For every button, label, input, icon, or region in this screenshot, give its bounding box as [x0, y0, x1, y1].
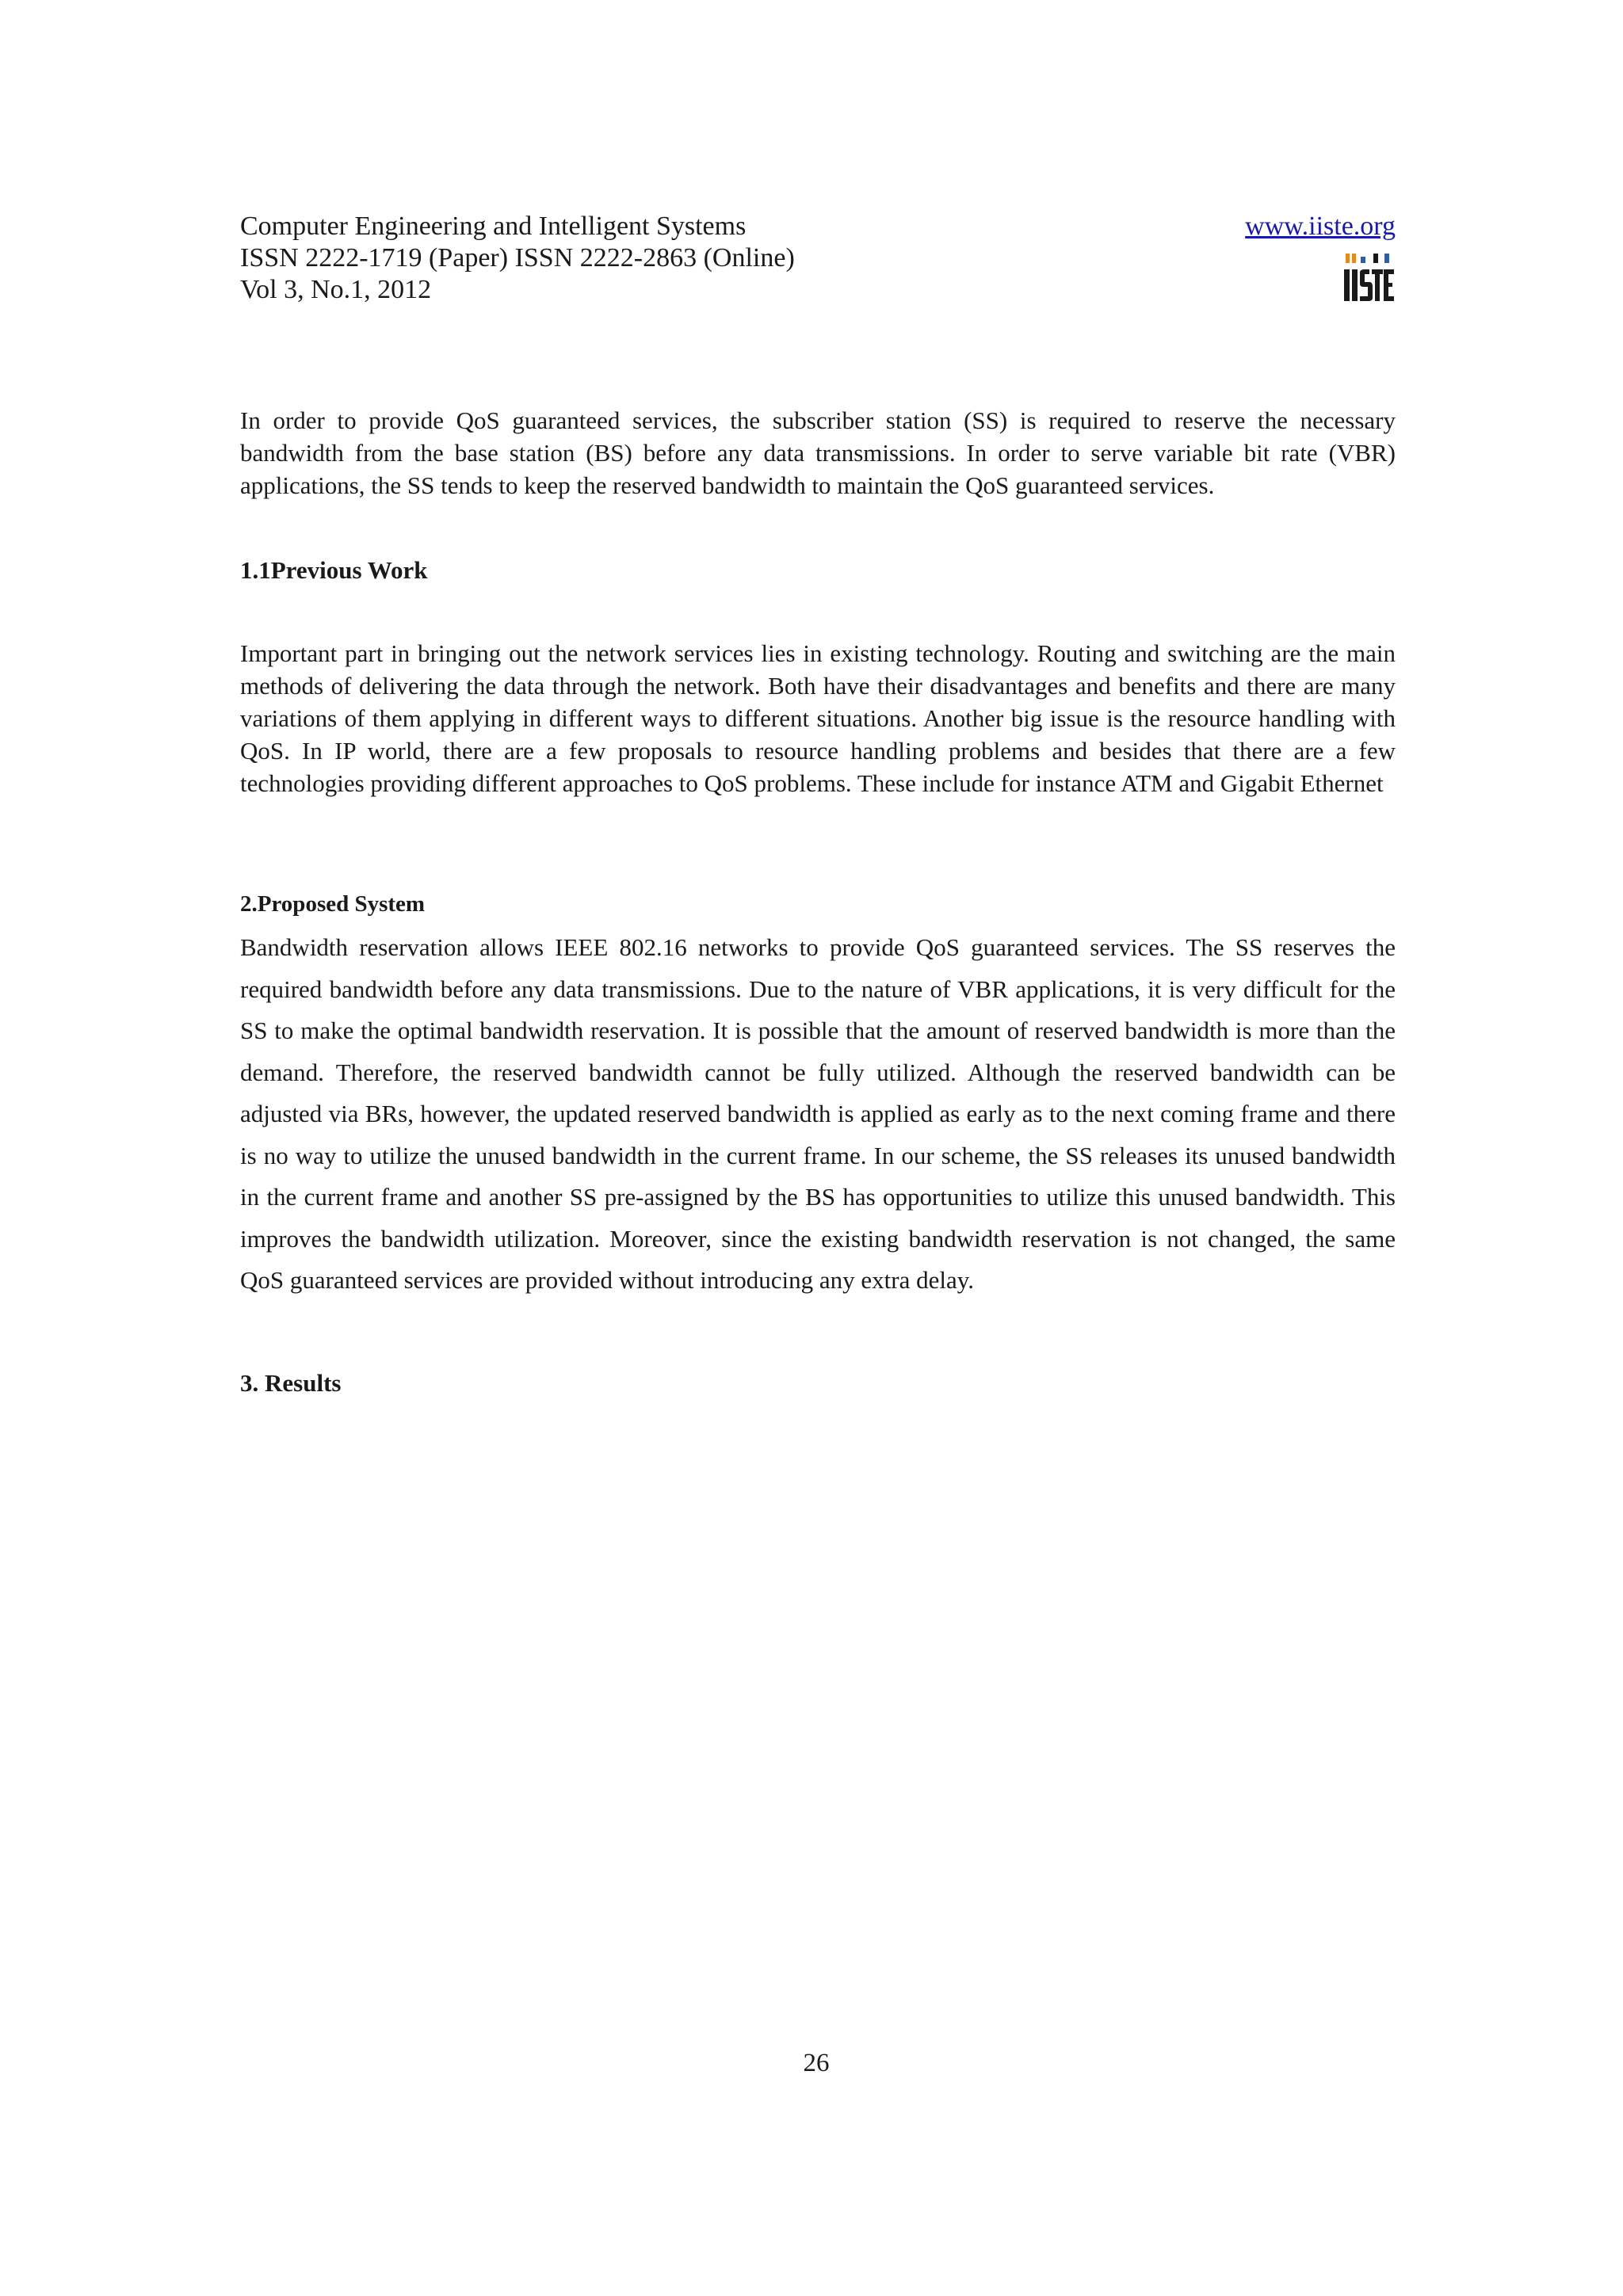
proposed-system-paragraph [240, 927, 1396, 1302]
iiste-logo-icon [1343, 252, 1396, 304]
journal-issn: ISSN 2222-1719 (Paper) ISSN 2222-2863 (Online) [240, 243, 795, 273]
heading-previous-work: 1.1Previous Work [240, 556, 428, 584]
page-number: 26 [803, 2049, 830, 2077]
journal-header-right [1245, 211, 1396, 242]
previous-work-paragraph-text: Important part in bringing out the network services lies in existing technology. Routing and switching are the main methods of delivering the data through the network. Both have their disadvantages and benefits and there are many variations of them applying in different ways to different situations. Another big issue is the resource handling with QoS. In IP world, there are a few proposals to resource handling problems and besides that there are a few technologies providing different approaches to QoS problems. These include for instance ATM and Gigabit Ethernet [240, 639, 1396, 797]
website-link[interactable]: www.iiste.org [1245, 212, 1396, 241]
journal-volume: Vol 3, No.1, 2012 [240, 275, 432, 304]
proposed-system-paragraph-text: Bandwidth reservation allows IEEE 802.16 networks to provide QoS guaranteed services. The SS reserves the required bandwidth before any data transmissions. Due to the nature of VBR applications, it is very difficult for the SS to make the optimal bandwidth reservation. It is possible that the amount of reserved bandwidth is more than the demand. Therefore, the reserved bandwidth cannot be fully utilized. Although the reserved bandwidth can be adjusted via BRs, however, the updated reserved bandwidth is applied as early as to the next coming frame and there is no way to utilize the unused bandwidth in the current frame. In our scheme, the SS releases its unused bandwidth in the current frame and another SS pre-assigned by the BS has opportunities to utilize this unused bandwidth. This improves the bandwidth utilization. Moreover, since the existing bandwidth reservation is not changed, the same QoS guaranteed services are provided without introducing any extra delay. [240, 933, 1396, 1294]
heading-proposed-system: 2.Proposed System [240, 891, 426, 917]
journal-header [240, 211, 795, 306]
intro-paragraph-text: In order to provide QoS guaranteed services, the subscriber station (SS) is required to reserve the necessary bandwidth from the base station (BS) before any data transmissions. In order to serve variable bit rate (VBR) applications, the SS tends to keep the reserved bandwidth to maintain the QoS guaranteed services. [240, 406, 1396, 499]
heading-results: 3. Results [240, 1369, 342, 1397]
previous-work-paragraph [240, 637, 1396, 799]
journal-title: Computer Engineering and Intelligent Systems [240, 212, 747, 241]
intro-paragraph [240, 404, 1396, 502]
